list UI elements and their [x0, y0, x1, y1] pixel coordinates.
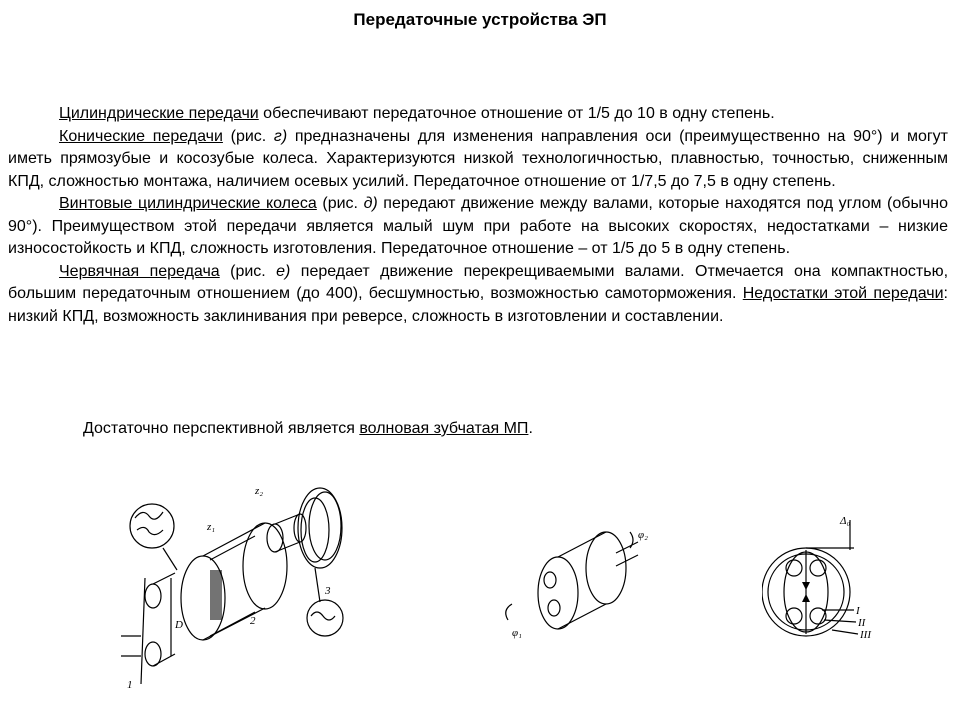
- figure-ref: г): [273, 127, 288, 145]
- term-drawbacks: Недостатки этой передачи: [742, 285, 944, 302]
- wave-gear-section-drawing: [762, 510, 892, 650]
- label-phi1: φ₁: [512, 627, 522, 639]
- body-text: [8, 103, 948, 328]
- figure-wave-gear-right: [762, 510, 892, 650]
- paragraph-worm: [8, 261, 948, 329]
- label-2: 2: [250, 615, 256, 627]
- paragraph-text: предназначены для изменения направления оси (преимущественно на 90°) и могут иметь прямозубые и косозубые колеса. Характеризуются низкой технологичностью, плавностью, точностью, сниженным КПД, сложностью монтажа, наличием осевых усилий. Передаточное отношение от 1/7,5 до 7,5 в одну степень.: [8, 127, 949, 190]
- term-screw: Винтовые цилиндрические колеса: [59, 195, 317, 212]
- label-III: III: [860, 629, 871, 641]
- paragraph-conical: [8, 126, 948, 194]
- paragraph-text: (рис.: [222, 127, 274, 145]
- label-3: 3: [325, 585, 331, 597]
- paragraph-text: (рис.: [316, 195, 364, 212]
- paragraph-text: обеспечивают передаточное отношение от 1/5 до 10 в одну степень.: [258, 105, 775, 122]
- term-conical: Конические передачи: [59, 127, 223, 145]
- label-z1: z₁: [207, 521, 216, 533]
- label-II: II: [858, 617, 866, 629]
- figure-wave-gear-middle: [498, 508, 658, 648]
- closing-end: .: [528, 420, 533, 437]
- figure-wave-gear-left: [115, 478, 365, 698]
- paragraph-text: : низкий КПД, возможность заклинивания при реверсе, сложность в изготовлении и составлении.: [8, 285, 948, 325]
- paragraph-screw: [8, 193, 948, 261]
- figure-ref: д): [363, 195, 378, 212]
- label-z2: z₂: [255, 485, 264, 497]
- label-D: D: [175, 619, 183, 631]
- label-1: 1: [127, 679, 133, 691]
- paragraph-cylindrical: [8, 103, 948, 126]
- closing-line: [83, 418, 533, 440]
- label-delta0: Δ₀: [840, 515, 851, 527]
- paragraph-text: (рис.: [219, 262, 277, 280]
- page-title: Передаточные устройства ЭП: [353, 10, 607, 29]
- label-I: I: [856, 605, 860, 617]
- paragraph-text: передают движение между валами, которые находятся под углом (обычно 90°). Преимуществом этой передачи является малый шум при работе на высоких скоростях, недостатками – низкие износостойкость и КПД, сложность изготовления. Передаточное отношение – от 1/5 до 5 в одну степень.: [8, 195, 949, 257]
- term-worm: Червячная передача: [59, 262, 220, 280]
- term-cylindrical: Цилиндрические передачи: [59, 105, 259, 122]
- wave-gear-cylinder-drawing: [498, 508, 658, 648]
- figure-ref: е): [276, 262, 291, 280]
- label-phi2: φ₂: [638, 529, 648, 541]
- closing-text: Достаточно перспективной является: [83, 420, 360, 437]
- wave-gear-drawing: [115, 478, 365, 698]
- term-wave-gear: волновая зубчатая МП: [359, 420, 529, 437]
- paragraph-text: передает движение перекрещиваемыми валами. Отмечается она компактностью, большим передаточным отношением (до 400), бесшумностью, возможностью самоторможения.: [8, 262, 949, 302]
